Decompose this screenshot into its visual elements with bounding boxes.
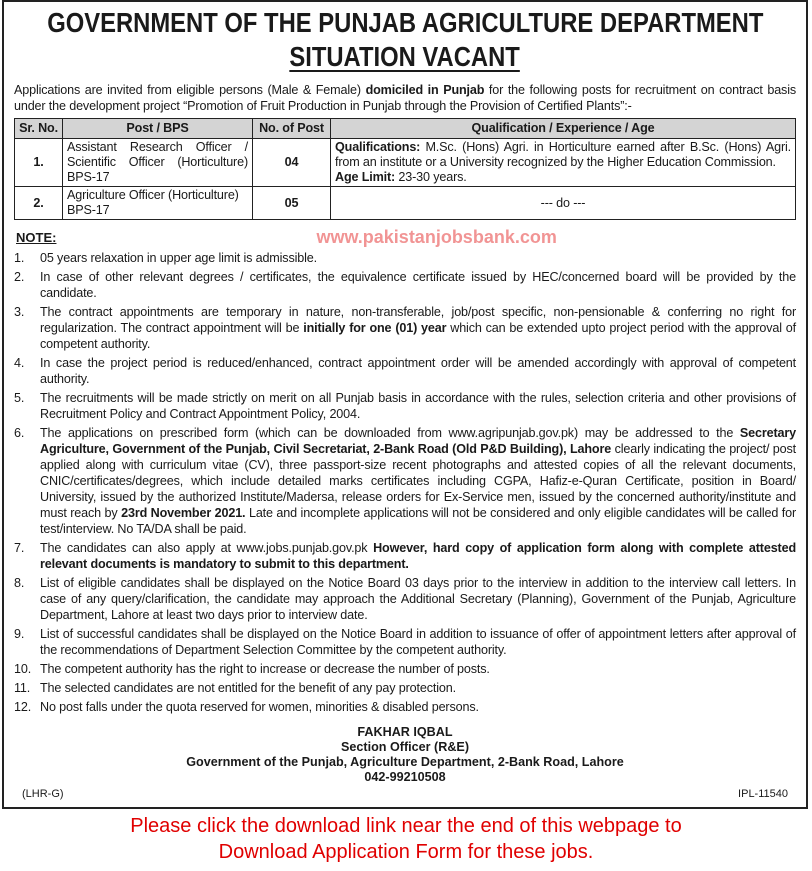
text: for the following posts for recruitment on contract basis under the development project “Promotion of Fruit Production in Punjab through the Provision of Certified Plants”:- xyxy=(14,83,796,113)
note-number: 5. xyxy=(14,391,25,405)
note-text xyxy=(40,269,796,301)
note-item xyxy=(14,661,796,677)
table-header-row xyxy=(15,119,796,139)
signature-block xyxy=(14,725,796,785)
cell-qualification: --- do --- xyxy=(331,187,796,220)
text: which can be extended upto project period with the approval of competent authority. xyxy=(40,321,796,351)
text: Late and incomplete applications will not be considered and only eligible candidates will be called for test/interview. No TA/DA shall be paid. xyxy=(40,506,796,536)
note-item xyxy=(14,269,796,301)
cell-sr: 1. xyxy=(15,139,63,187)
note-text xyxy=(40,540,796,572)
ad-subtitle xyxy=(14,40,796,74)
note-number: 7. xyxy=(14,541,25,555)
job-advertisement xyxy=(2,0,808,809)
note-number: 4. xyxy=(14,356,25,370)
cell-sr: 2. xyxy=(15,187,63,220)
note-item xyxy=(14,540,796,572)
note-item xyxy=(14,699,796,715)
note-text xyxy=(40,250,796,266)
table-row xyxy=(15,139,796,187)
bold-text: Secretary Agriculture, Government of the Punjab, Civil Secretariat, 2-Bank Road (Old P&D Building), Lahore xyxy=(40,426,796,456)
note-text xyxy=(40,575,796,623)
note-heading: NOTE: xyxy=(16,229,57,245)
bold-text: However, hard copy of application form along with complete attested relevant documents is mandatory to submit to this department. xyxy=(40,541,796,571)
text: The applications on prescribed form (which can be downloaded from www.agripunjab.gov.pk) may be addressed to the xyxy=(40,426,740,440)
text: List of eligible candidates shall be displayed on the Notice Board 03 days prior to the interview in addition to the interview call letters. In case of any query/clarification, the candidate may approach the Additional Secretary (Planning), Government of the Punjab, Agriculture Department, Lahore at least two days prior to interview date. xyxy=(40,576,796,622)
header-post: Post / BPS xyxy=(63,119,253,139)
header-sr: Sr. No. xyxy=(15,119,63,139)
text: In case of other relevant degrees / certificates, the equivalence certificate issued by HEC/concerned board will be provided by the candidate. xyxy=(40,270,796,300)
note-text xyxy=(40,661,796,677)
note-number: 2. xyxy=(14,270,25,284)
note-text xyxy=(40,390,796,422)
note-item xyxy=(14,250,796,266)
bold-text: 23rd November 2021. xyxy=(121,506,246,520)
notes-list xyxy=(14,250,796,715)
note-number: 8. xyxy=(14,576,25,590)
text: The candidates can also apply at www.jobs.punjab.gov.pk xyxy=(40,541,374,555)
signatory-designation: Section Officer (R&E) xyxy=(340,740,470,754)
note-text xyxy=(40,425,796,537)
ad-title: GOVERNMENT OF THE PUNJAB AGRICULTURE DEPARTMENT xyxy=(46,7,764,38)
download-notice xyxy=(0,809,812,871)
text: The contract appointments are temporary in nature, non-transferable, job/post specific, non-pensionable & conferring no right for regularization. The contract appointment will be xyxy=(40,305,796,335)
signatory-address: Government of the Punjab, Agriculture Department, 2-Bank Road, Lahore xyxy=(186,755,624,769)
note-item xyxy=(14,626,796,658)
text: The competent authority has the right to increase or decrease the number of posts. xyxy=(40,662,490,676)
watermark: www.pakistanjobsbank.com xyxy=(316,226,557,247)
download-notice-line2: Download Application Form for these jobs. xyxy=(218,841,594,863)
cell-post: Assistant Research Officer / Scientific Officer (Horticulture) BPS-17 xyxy=(63,139,253,187)
ad-title-wrap xyxy=(14,6,796,40)
text: The selected candidates are not entitled for the benefit of any pay protection. xyxy=(40,681,456,695)
qual-label: Qualifications: xyxy=(335,140,421,154)
cell-qualification xyxy=(331,139,796,187)
table-row xyxy=(15,187,796,220)
note-text xyxy=(40,699,796,715)
note-text xyxy=(40,680,796,696)
download-notice-line1: Please click the download link near the end of this webpage to xyxy=(130,815,682,837)
ad-subtitle-text: SITUATION VACANT xyxy=(289,41,521,72)
note-heading-row xyxy=(14,226,796,248)
header-count: No. of Post xyxy=(253,119,331,139)
text: Applications are invited from eligible persons (Male & Female) xyxy=(14,83,366,97)
note-number: 11. xyxy=(14,681,31,695)
intro-paragraph xyxy=(14,82,796,114)
note-number: 9. xyxy=(14,627,25,641)
footer-code-left: (LHR-G) xyxy=(22,788,64,800)
note-item xyxy=(14,680,796,696)
text: clearly indicating the project/ post applied along with curriculum vitae (CV), three passport-size recent photographs and attested copies of all the relevant documents, CNIC/certificates/degrees, which include detailed marks certificates including CGPA, Hafiz-e-Quran Certificate, position in Board/ University, issued by the authorized Institute/Madersa, release orders for Ex-Service men, issued by the concerned authority/institute and must reach by xyxy=(40,442,796,520)
text: No post falls under the quota reserved for women, minorities & disabled persons. xyxy=(40,700,479,714)
note-text xyxy=(40,304,796,352)
note-number: 1. xyxy=(14,251,25,265)
cell-count: 05 xyxy=(253,187,331,220)
note-item xyxy=(14,304,796,352)
text: List of successful candidates shall be displayed on the Notice Board in addition to issuance of offer of appointment letters after approval of the recommendations of Department Selection Committee by the competent authority. xyxy=(40,627,796,657)
note-number: 12. xyxy=(14,700,32,714)
signatory-phone: 042-99210508 xyxy=(364,770,446,784)
cell-count: 04 xyxy=(253,139,331,187)
note-text xyxy=(40,626,796,658)
text: 05 years relaxation in upper age limit is admissible. xyxy=(40,251,317,265)
text: In case the project period is reduced/enhanced, contract appointment order will be amended accordingly with approval of competent authority. xyxy=(40,356,796,386)
age-label: Age Limit: xyxy=(335,170,396,184)
note-item xyxy=(14,390,796,422)
footer-codes xyxy=(14,787,796,801)
posts-table xyxy=(14,118,796,220)
note-item xyxy=(14,575,796,623)
qual-text: M.Sc. (Hons) Agri. in Horticulture earned after B.Sc. (Hons) Agri. from an institute or a University recognized by the Higher Education Commission. xyxy=(335,140,791,169)
cell-post: Agriculture Officer (Horticulture) BPS-17 xyxy=(63,187,253,220)
footer-code-right: IPL-11540 xyxy=(738,788,788,800)
signatory-name: FAKHAR IQBAL xyxy=(357,725,453,739)
bold-text: domiciled in Punjab xyxy=(365,83,485,97)
note-number: 3. xyxy=(14,305,25,319)
text: The recruitments will be made strictly on merit on all Punjab basis in accordance with the rules, selection criteria and other provisions of Recruitment Policy and Contract Appointment Policy, 2004. xyxy=(40,391,796,421)
note-number: 6. xyxy=(14,426,25,440)
note-item xyxy=(14,425,796,537)
note-number: 10. xyxy=(14,662,32,676)
age-text: 23-30 years. xyxy=(395,170,467,184)
header-qualification: Qualification / Experience / Age xyxy=(331,119,796,139)
note-text xyxy=(40,355,796,387)
note-item xyxy=(14,355,796,387)
bold-text: initially for one (01) year xyxy=(303,321,447,335)
